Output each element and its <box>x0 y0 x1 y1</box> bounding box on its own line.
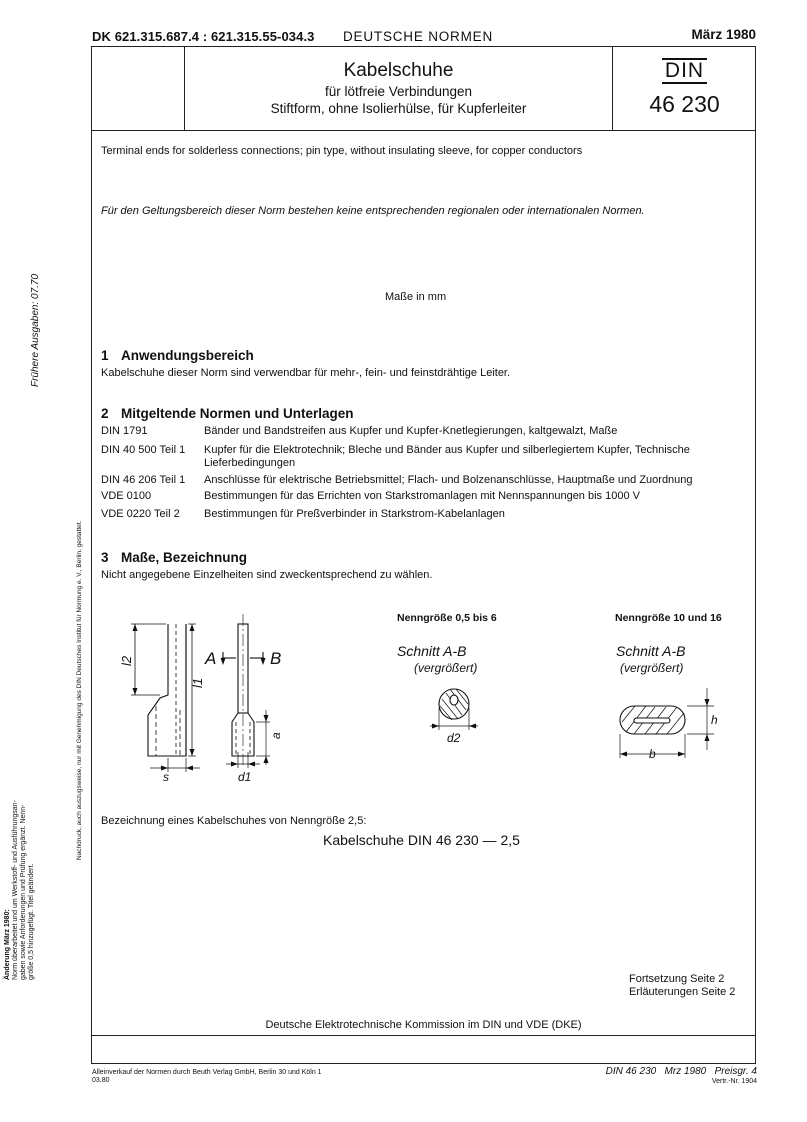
explanations-page: Erläuterungen Seite 2 <box>629 986 736 998</box>
document-subtitle-2: Stiftform, ohne Isolierhülse, für Kupferleiter <box>270 101 527 116</box>
dim-label-h: h <box>711 713 718 727</box>
footer-sales: Alleinverkauf der Normen durch Beuth Verlag GmbH, Berlin 30 und Köln 1 <box>92 1069 322 1076</box>
dim-label-d1: d1 <box>238 770 252 784</box>
section-3-heading: 3 Maße, Bezeichnung <box>101 550 248 565</box>
change-note-line: größe 0,5 hinzugefügt. Titel geändert. <box>28 863 35 980</box>
standard-number: 46 230 <box>649 91 720 117</box>
dk-classification: DK 621.315.687.4 : 621.315.55-034.3 <box>92 29 315 44</box>
dim-label-d2: d2 <box>447 731 461 745</box>
section-3-text: Nicht angegebene Einzelheiten sind zweckentsprechend zu wählen. <box>101 569 433 581</box>
dim-label-l2: l2 <box>119 655 134 666</box>
section-1-text: Kabelschuhe dieser Norm sind verwendbar für mehr-, fein- und feinstdrähtige Leiter. <box>101 367 511 379</box>
large-section-label: Schnitt A-B <box>616 643 686 659</box>
continuation-page: Fortsetzung Seite 2 <box>629 973 725 985</box>
small-section-label: Schnitt A-B <box>397 643 467 659</box>
document-header-line <box>92 27 756 47</box>
din-logo: DIN <box>613 58 756 84</box>
committee-line: Deutsche Elektrotechnische Kommission im DIN und VDE (DKE) <box>265 1019 582 1031</box>
units-note: Maße in mm <box>385 291 447 303</box>
document-subtitle-1: für lötfreie Verbindungen <box>324 84 473 99</box>
designation-intro: Bezeichnung eines Kabelschuhes von Nenngröße 2,5: <box>101 815 367 827</box>
dim-label-a: a <box>269 732 283 739</box>
footer-reference: DIN 46 230 Mrz 1980 Preisgr. 4 <box>605 1066 757 1077</box>
cable-lug-drawing <box>100 600 750 785</box>
section-mark-A: A <box>205 649 217 668</box>
designation-example: Kabelschuhe DIN 46 230 — 2,5 <box>323 832 520 848</box>
small-size-title: Nenngröße 0,5 bis 6 <box>397 612 497 624</box>
change-note-line: Norm überarbeitet und um Werkstoff- und Ausführungsan- <box>12 800 19 980</box>
change-note-line: gaben sowie Anforderungen und Prüfung ergänzt. Nenn- <box>20 804 27 980</box>
large-enlarged-label: (vergrößert) <box>620 661 684 675</box>
change-note-title: Änderung März 1980: <box>4 909 11 980</box>
series-label: DEUTSCHE NORMEN <box>343 29 494 44</box>
section-mark-B: B <box>270 649 282 668</box>
section-1-heading: 1 Anwendungsbereich <box>101 348 254 363</box>
reprint-notice: Nachdruck, auch auszugsweise, nur mit Genehmigung des DIN Deutsches Institut für Normung e. V., Berlin, gestattet. <box>76 520 83 860</box>
footer-divider <box>91 1035 756 1036</box>
dim-label-b: b <box>649 747 656 761</box>
issue-date: März 1980 <box>691 27 756 42</box>
small-enlarged-label: (vergrößert) <box>414 661 478 675</box>
footer-vertr: Vertr.-Nr. 1904 <box>711 1078 757 1085</box>
dim-label-l1: l1 <box>190 677 205 688</box>
large-size-title: Nenngröße 10 und 16 <box>615 612 722 624</box>
english-title: Terminal ends for solderless connections; pin type, without insulating sleeve, for copper conductors <box>101 145 583 157</box>
earlier-editions-note: Frühere Ausgaben: 07.70 <box>30 273 41 387</box>
header-divider <box>91 130 756 131</box>
footer-code: 03.80 <box>92 1077 110 1084</box>
scope-note: Für den Geltungsbereich dieser Norm bestehen keine entsprechenden regionalen oder internationalen Normen. <box>101 205 645 217</box>
document-title: Kabelschuhe <box>343 60 454 81</box>
dim-label-s: s <box>163 770 169 784</box>
section-2-heading: 2 Mitgeltende Normen und Unterlagen <box>101 406 354 421</box>
